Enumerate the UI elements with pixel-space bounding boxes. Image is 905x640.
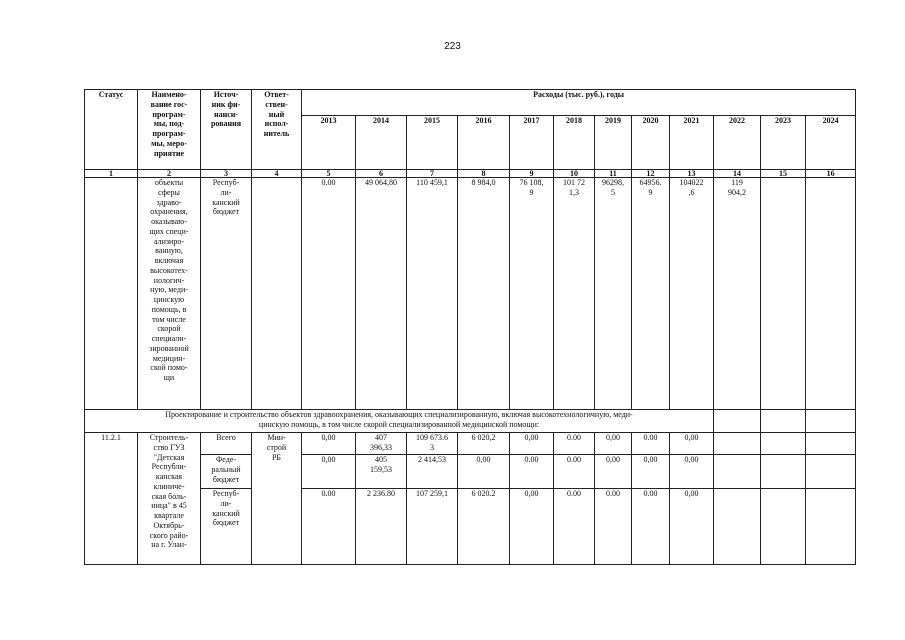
value-cell	[806, 433, 856, 455]
header-source: Источ- ник фи- нанси- рования	[201, 90, 252, 170]
value-cell: 0.00	[510, 455, 554, 489]
table-row	[85, 433, 856, 455]
value-cell: 0,00	[670, 455, 714, 489]
value-cell	[761, 178, 806, 410]
value-cell: 109 673.6 3	[407, 433, 458, 455]
value-cell	[761, 489, 806, 565]
value-cell: 0.00	[632, 489, 670, 565]
value-cell: 0.00	[632, 433, 670, 455]
header-name: Наимено- вание гос- програм- мы, под- програм- мы, меро- приятие	[138, 90, 201, 170]
value-cell	[761, 410, 806, 433]
year-2024: 2024	[806, 116, 856, 170]
value-cell: 0,00	[670, 433, 714, 455]
column-number-row	[85, 170, 856, 178]
value-cell: 0.00	[302, 178, 356, 410]
value-cell	[806, 455, 856, 489]
value-cell	[714, 433, 761, 455]
value-cell: 0.00	[554, 489, 595, 565]
year-2023: 2023	[761, 116, 806, 170]
value-cell: 0.00	[595, 489, 632, 565]
col-number: 2	[138, 170, 201, 178]
value-cell: 104022 ,6	[670, 178, 714, 410]
year-2013: 2013	[302, 116, 356, 170]
header-expenses: Расходы (тыс. руб.), годы	[302, 90, 856, 116]
year-2014: 2014	[356, 116, 407, 170]
col-number: 5	[302, 170, 356, 178]
value-cell: 0.00	[554, 433, 595, 455]
value-cell: 0,00	[632, 455, 670, 489]
value-cell: 0,00	[302, 433, 356, 455]
value-cell	[806, 410, 856, 433]
year-2020: 2020	[632, 116, 670, 170]
measure-name: Строитель- ство ГУЗ "Детская Республи- канская клиниче- ская боль- ница" в 45 квартале Октябрь- ского райо- на г. Улан-	[138, 433, 201, 565]
expenses-table	[84, 89, 856, 565]
value-cell: 0.00	[554, 455, 595, 489]
value-cell: 119 904,2	[714, 178, 761, 410]
col-number: 14	[714, 170, 761, 178]
header-executor: Ответ- ствен- ный испол- нитель	[252, 90, 302, 170]
value-cell: 0,00	[458, 455, 510, 489]
value-cell	[806, 178, 856, 410]
source-cell: Респуб- ли- канский бюджет	[201, 178, 252, 410]
col-number: 3	[201, 170, 252, 178]
year-2015: 2015	[407, 116, 458, 170]
col-number: 8	[458, 170, 510, 178]
value-cell	[761, 455, 806, 489]
name-cell: объекты сферы здраво- охранения, оказываю- щих специ- ализиро- ванную, включая высокотех- нологич- ную, меди- цинскую помощь, в том числе скорой специали- зированной медицин- ской помо- щи	[138, 178, 201, 410]
value-cell: 2 236.80	[356, 489, 407, 565]
value-cell: 0.00	[302, 489, 356, 565]
col-number: 6	[356, 170, 407, 178]
value-cell: 49 064,80	[356, 178, 407, 410]
header-status: Статус	[85, 90, 138, 170]
executor-cell: Мин- строй РБ	[252, 433, 302, 565]
value-cell: 64956. 9	[632, 178, 670, 410]
source-cell: Всего	[201, 433, 252, 455]
table-row	[85, 489, 856, 565]
source-cell: Феде- ральный бюджет	[201, 455, 252, 489]
col-number: 4	[252, 170, 302, 178]
value-cell: 405 159,53	[356, 455, 407, 489]
col-number: 11	[595, 170, 632, 178]
year-2021: 2021	[670, 116, 714, 170]
value-cell: 407 396,33	[356, 433, 407, 455]
status-cell	[85, 178, 138, 410]
col-number: 16	[806, 170, 856, 178]
value-cell	[714, 489, 761, 565]
value-cell: 110 459,1	[407, 178, 458, 410]
source-cell: Респуб- ли- канский бюджет	[201, 489, 252, 565]
col-number: 1	[85, 170, 138, 178]
value-cell: 8 984,0	[458, 178, 510, 410]
executor-cell	[252, 178, 302, 410]
header-row	[85, 90, 856, 116]
year-2017: 2017	[510, 116, 554, 170]
col-number: 15	[761, 170, 806, 178]
value-cell: 101 72 1,3	[554, 178, 595, 410]
col-number: 12	[632, 170, 670, 178]
value-cell: 0,00	[670, 489, 714, 565]
value-cell	[714, 455, 761, 489]
section-row	[85, 410, 856, 433]
value-cell: 107 259,1	[407, 489, 458, 565]
col-number: 9	[510, 170, 554, 178]
value-cell: 76 108, 9	[510, 178, 554, 410]
value-cell: 0,00	[510, 489, 554, 565]
year-2019: 2019	[595, 116, 632, 170]
year-2018: 2018	[554, 116, 595, 170]
col-number: 10	[554, 170, 595, 178]
value-cell: 96298, 5	[595, 178, 632, 410]
measure-code: 11.2.1	[85, 433, 138, 565]
table-row	[85, 178, 856, 410]
value-cell	[714, 410, 761, 433]
year-2016: 2016	[458, 116, 510, 170]
value-cell: 0,00	[302, 455, 356, 489]
value-cell: 2 414,53	[407, 455, 458, 489]
section-title: Проектирование и строительство объектов здравоохранения, оказывающих специализированную, включая высокотехнологичную, меди- цинскую помощь, в том числе скорой специализированной медицинской помощи:	[85, 410, 714, 433]
value-cell: 0,00	[595, 433, 632, 455]
col-number: 7	[407, 170, 458, 178]
value-cell: 0,00	[510, 433, 554, 455]
value-cell: 0,00	[595, 455, 632, 489]
value-cell	[806, 489, 856, 565]
table-row	[85, 455, 856, 489]
value-cell: 6 020,2	[458, 433, 510, 455]
year-2022: 2022	[714, 116, 761, 170]
col-number: 13	[670, 170, 714, 178]
value-cell: 6 020.2	[458, 489, 510, 565]
page-number: 223	[444, 41, 461, 52]
value-cell	[761, 433, 806, 455]
